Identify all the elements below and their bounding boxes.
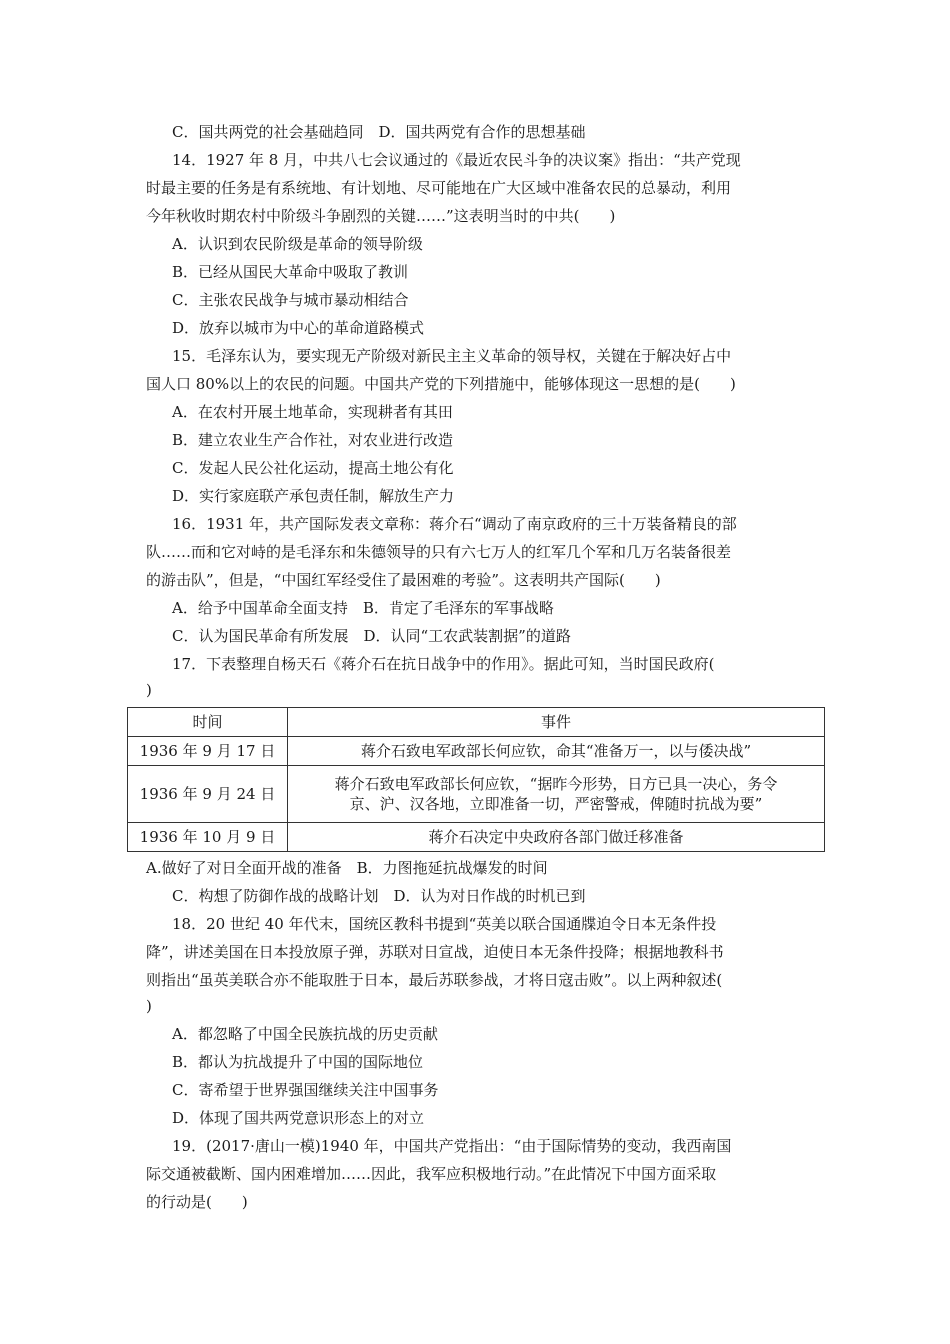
q14-option-b: B．已经从国民大革命中吸取了教训 bbox=[172, 263, 409, 281]
q15-option-a: A．在农村开展土地革命，实现耕者有其田 bbox=[172, 403, 453, 421]
q15-option-d: D．实行家庭联产承包责任制，解放生产力 bbox=[172, 487, 455, 505]
q18-stem-line-4: ) bbox=[146, 997, 152, 1015]
table-row bbox=[128, 766, 825, 823]
q18-option-d: D．体现了国共两党意识形态上的对立 bbox=[172, 1109, 425, 1127]
q14-stem-line-1: 14．1927 年 8 月，中共八七会议通过的《最近农民斗争的决议案》指出：“共产党现 bbox=[172, 151, 741, 169]
q18-stem-line-3: 则指出“虽英美联合亦不能取胜于日本，最后苏联参战，才将日寇击败”。以上两种叙述( bbox=[146, 971, 723, 989]
q17-stem-line-1: 17．下表整理自杨天石《蒋介石在抗日战争中的作用》。据此可知，当时国民政府( bbox=[172, 655, 715, 673]
q14-option-a: A．认识到农民阶级是革命的领导阶级 bbox=[172, 235, 423, 253]
q13-options-cd: C．国共两党的社会基础趋同 D．国共两党有合作的思想基础 bbox=[172, 123, 586, 141]
table-cell-event: 蒋介石致电军政部长何应钦，命其“准备万一，以与倭决战” bbox=[288, 737, 825, 766]
q14-option-c: C．主张农民战争与城市暴动相结合 bbox=[172, 291, 409, 309]
q19-stem-line-2: 际交通被截断、国内困难增加……因此，我军应积极地行动。”在此情况下中国方面采取 bbox=[146, 1165, 717, 1183]
q18-option-a: A．都忽略了中国全民族抗战的历史贡献 bbox=[172, 1025, 438, 1043]
q18-stem-line-2: 降”，讲述美国在日本投放原子弹，苏联对日宣战，迫使日本无条件投降；根据地教科书 bbox=[146, 943, 724, 961]
q16-options-ab: A．给予中国革命全面支持 B．肯定了毛泽东的军事战略 bbox=[172, 599, 554, 617]
q17-stem-line-2: ) bbox=[146, 681, 152, 699]
q18-stem-line-1: 18．20 世纪 40 年代末，国统区教科书提到“英美以联合国通牒迫令日本无条件投 bbox=[172, 915, 717, 933]
q15-option-b: B．建立农业生产合作社，对农业进行改造 bbox=[172, 431, 454, 449]
table-cell-event bbox=[288, 766, 825, 823]
q16-options-cd: C．认为国民革命有所发展 D．认同“工农武装割据”的道路 bbox=[172, 627, 571, 645]
q16-stem-line-1: 16．1931 年，共产国际发表文章称：蒋介石“调动了南京政府的三十万装备精良的部 bbox=[172, 515, 737, 533]
table-cell-event-line: 京、沪、汉各地，立即准备一切，严密警戒，俾随时抗战为要” bbox=[349, 795, 763, 813]
table-cell-time: 1936 年 9 月 17 日 bbox=[128, 737, 288, 766]
q17-options-cd: C．构想了防御作战的战略计划 D．认为对日作战的时机已到 bbox=[172, 887, 586, 905]
q19-stem-line-1: 19．(2017·唐山一模)1940 年，中国共产党指出：“由于国际情势的变动，我西南国 bbox=[172, 1137, 732, 1155]
q15-option-c: C．发起人民公社化运动，提高土地公有化 bbox=[172, 459, 454, 477]
q16-stem-line-3: 的游击队”，但是，“中国红军经受住了最困难的考验”。这表明共产国际( ) bbox=[146, 571, 661, 589]
q18-option-b: B．都认为抗战提升了中国的国际地位 bbox=[172, 1053, 424, 1071]
events-table bbox=[127, 707, 825, 852]
table-row bbox=[128, 737, 825, 766]
q15-stem-line-1: 15．毛泽东认为，要实现无产阶级对新民主主义革命的领导权，关键在于解决好占中 bbox=[172, 347, 732, 365]
q14-option-d: D．放弃以城市为中心的革命道路模式 bbox=[172, 319, 425, 337]
q15-stem-line-2: 国人口 80%以上的农民的问题。中国共产党的下列措施中，能够体现这一思想的是( ) bbox=[146, 375, 736, 393]
table-header-row bbox=[128, 708, 825, 737]
q14-stem-line-3: 今年秋收时期农村中阶级斗争剧烈的关键……”这表明当时的中共( ) bbox=[146, 207, 616, 225]
q18-option-c: C．寄希望于世界强国继续关注中国事务 bbox=[172, 1081, 439, 1099]
table-cell-event: 蒋介石决定中央政府各部门做迁移准备 bbox=[288, 823, 825, 852]
q19-stem-line-3: 的行动是( ) bbox=[146, 1193, 248, 1211]
q14-stem-line-2: 时最主要的任务是有系统地、有计划地、尽可能地在广大区域中准备农民的总暴动，利用 bbox=[146, 179, 732, 197]
table-cell-time: 1936 年 10 月 9 日 bbox=[128, 823, 288, 852]
table-cell-time: 1936 年 9 月 24 日 bbox=[128, 766, 288, 823]
q16-stem-line-2: 队……而和它对峙的是毛泽东和朱德领导的只有六七万人的红军几个军和几万名装备很差 bbox=[146, 543, 732, 561]
table-cell-event-line: 蒋介石致电军政部长何应钦，“据昨今形势，日方已具一决心，务令 bbox=[334, 775, 778, 793]
table-header-event: 事件 bbox=[288, 708, 825, 737]
table-row bbox=[128, 823, 825, 852]
table-header-time: 时间 bbox=[128, 708, 288, 737]
q17-options-ab: A.做好了对日全面开战的准备 B．力图拖延抗战爆发的时间 bbox=[146, 859, 548, 877]
